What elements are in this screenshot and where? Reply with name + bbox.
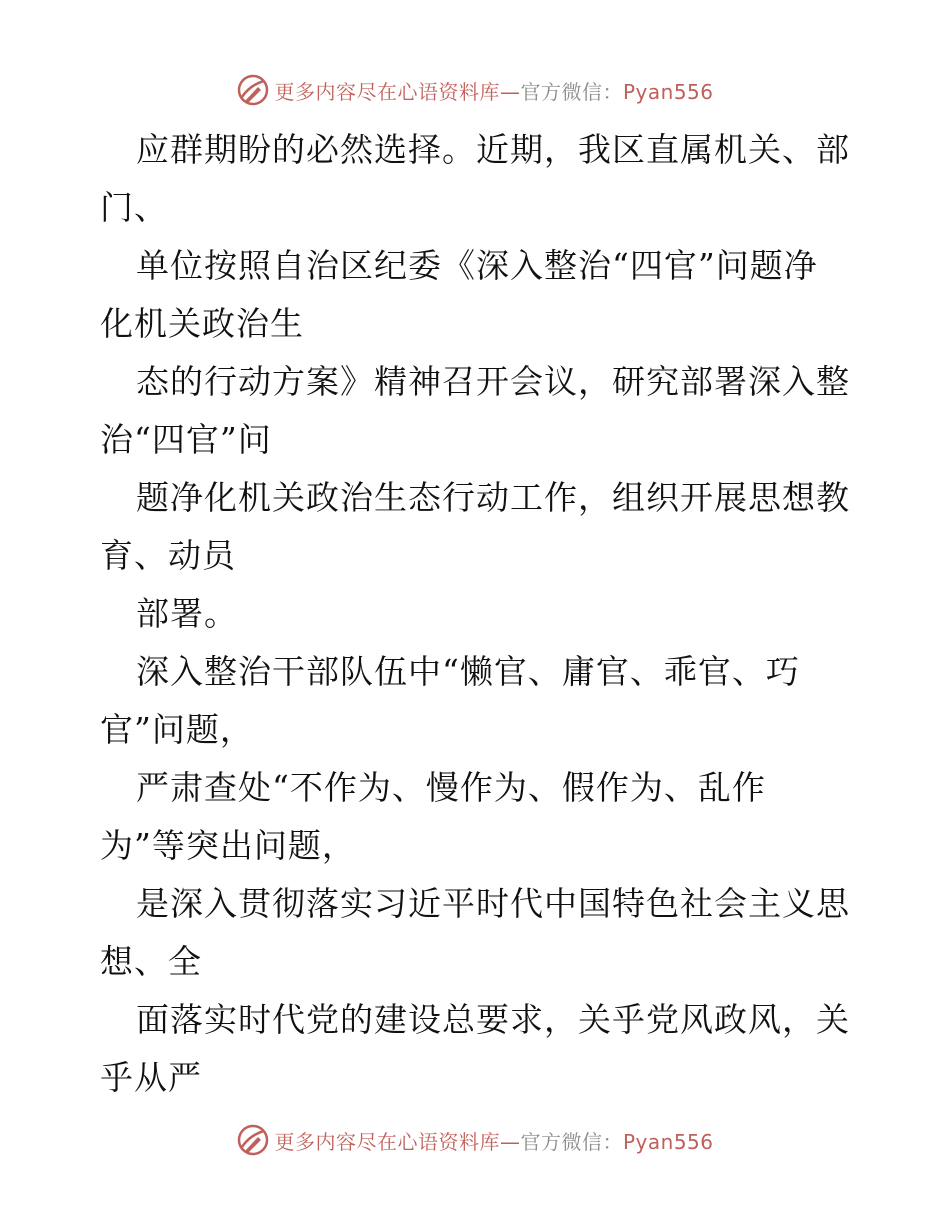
watermark-brand: 更多内容尽在心语资料库 [274,79,500,104]
body-line: 态的行动方案》精神召开会议，研究部署深入整 [136,362,850,401]
body-line: 严肃查处“不作为、慢作为、假作为、乱作 [136,768,766,807]
watermark-brand: 更多内容尽在心语资料库 [274,1129,500,1154]
body-line: 题净化机关政治生态行动工作，组织开展思想教 [136,478,850,517]
document-body [100,121,860,1107]
footer-watermark [0,1120,950,1160]
body-line: 为”等突出问题， [100,826,356,865]
body-line: 单位按照自治区纪委《深入整治“四官”问题净 [136,246,818,285]
pen-logo-icon [236,1123,270,1157]
body-line: 应群期盼的必然选择。近期，我区直属机关、部 [136,130,850,169]
body-line: 乎从严 [100,1058,202,1097]
header-watermark [0,70,950,110]
body-line: 化机关政治生 [100,304,304,343]
watermark-wechat-id: Pyan556 [622,1129,714,1154]
watermark-dash: — [499,1129,521,1154]
body-line: 育、动员 [100,536,236,575]
body-line: 官”问题， [100,710,254,749]
watermark-dash: — [499,79,521,104]
body-line: 部署。 [136,594,238,633]
watermark-text [274,1126,713,1155]
body-line: 深入整治干部队伍中“懒官、庸官、乖官、巧 [136,652,800,691]
watermark-wechat-label: 官方微信： [520,79,623,104]
watermark-wechat-id: Pyan556 [622,79,714,104]
body-line: 面落实时代党的建设总要求，关乎党风政风，关 [136,1000,850,1039]
watermark-wechat-label: 官方微信： [520,1129,623,1154]
watermark-text [274,76,713,105]
body-line: 门、 [100,188,168,227]
pen-logo-icon [236,73,270,107]
body-line: 是深入贯彻落实习近平时代中国特色社会主义思 [136,884,850,923]
body-line: 治“四官”问 [100,420,272,459]
body-line: 想、全 [100,942,202,981]
